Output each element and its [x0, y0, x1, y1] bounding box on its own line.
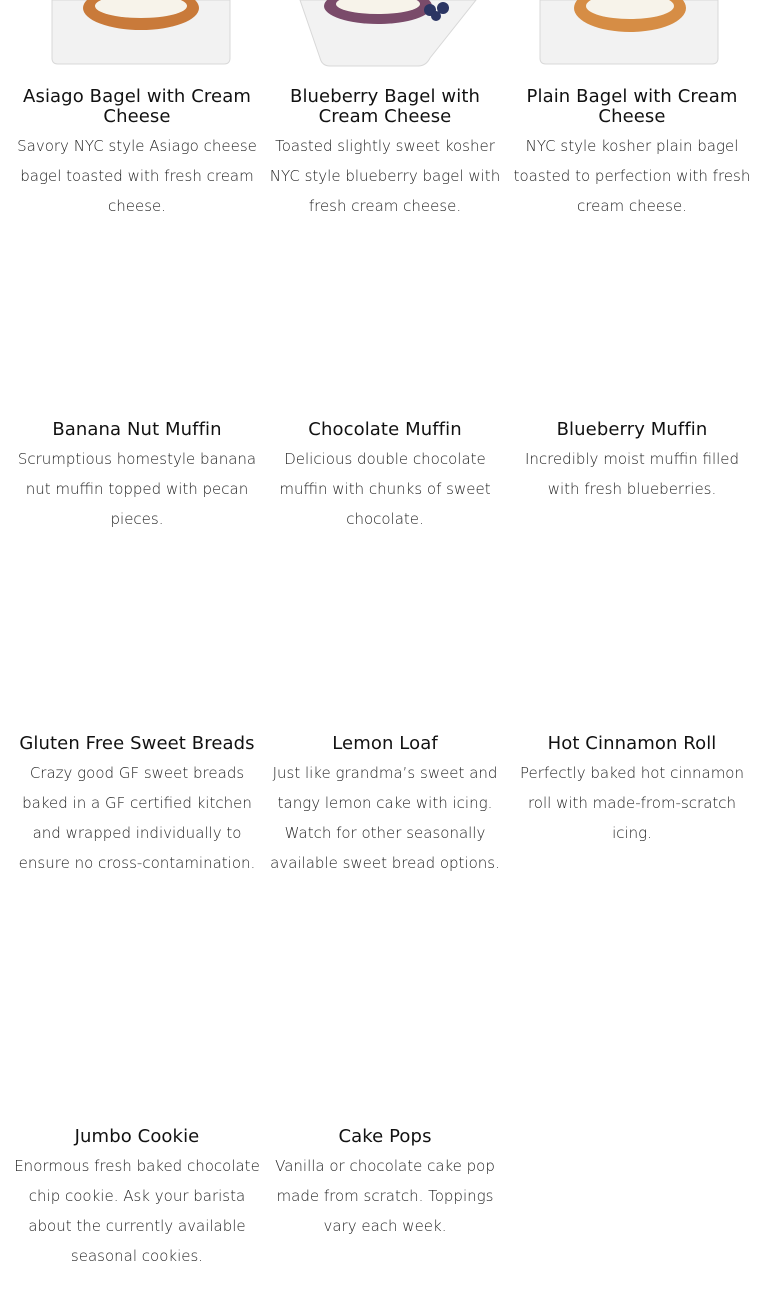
menu-item-banana-nut-muffin — [13, 420, 261, 534]
menu-item-jumbo-cookie — [13, 1127, 261, 1271]
menu-item-blueberry-muffin — [508, 420, 756, 504]
item-title: Asiago Bagel with Cream Cheese — [23, 86, 251, 127]
item-title: Lemon Loaf — [332, 733, 438, 754]
item-title: Hot Cinnamon Roll — [547, 733, 717, 754]
item-description: Perfectly baked hot cinnamon roll with made-from-scratch icing. — [520, 764, 744, 842]
item-title: Chocolate Muffin — [308, 419, 462, 440]
item-title: Blueberry Muffin — [556, 419, 708, 440]
item-title: Gluten Free Sweet Breads — [19, 733, 255, 754]
item-description: Enormous fresh baked chocolate chip cookie. Ask your barista about the currently available seasonal cookies. — [14, 1157, 260, 1265]
menu-item-gluten-free-sweet-breads — [13, 734, 261, 878]
menu-item-blueberry-bagel — [261, 87, 509, 221]
item-title: Jumbo Cookie — [74, 1126, 200, 1147]
menu-item-asiago-bagel — [13, 87, 261, 221]
item-description: Just like grandma’s sweet and tangy lemon cake with icing. Watch for other seasonally available sweet bread options. — [270, 764, 500, 872]
menu-item-cake-pops — [261, 1127, 509, 1241]
blueberry-bagel-image — [290, 0, 490, 70]
item-description: Incredibly moist muffin filled with fresh blueberries. — [524, 450, 740, 498]
item-description: Scrumptious homestyle banana nut muffin topped with pecan pieces. — [17, 450, 257, 528]
menu-item-chocolate-muffin — [261, 420, 509, 534]
asiago-bagel-image — [40, 0, 240, 70]
menu-item-plain-bagel — [508, 87, 756, 221]
plain-bagel-image — [530, 0, 730, 70]
item-title: Cake Pops — [338, 1126, 432, 1147]
item-description: Vanilla or chocolate cake pop made from scratch. Toppings vary each week. — [275, 1157, 495, 1235]
menu-item-hot-cinnamon-roll — [508, 734, 756, 848]
item-title: Banana Nut Muffin — [52, 419, 222, 440]
item-description: NYC style kosher plain bagel toasted to perfection with fresh cream cheese. — [513, 137, 751, 215]
item-description: Crazy good GF sweet breads baked in a GF certified kitchen and wrapped individually to ensure no cross-contamination. — [18, 764, 256, 872]
item-description: Savory NYC style Asiago cheese bagel toasted with fresh cream cheese. — [17, 137, 257, 215]
item-description: Delicious double chocolate muffin with chunks of sweet chocolate. — [279, 450, 491, 528]
item-description: Toasted slightly sweet kosher NYC style blueberry bagel with fresh cream cheese. — [269, 137, 501, 215]
item-title: Blueberry Bagel with Cream Cheese — [290, 86, 480, 127]
menu-item-lemon-loaf — [261, 734, 509, 878]
item-title: Plain Bagel with Cream Cheese — [526, 86, 738, 127]
